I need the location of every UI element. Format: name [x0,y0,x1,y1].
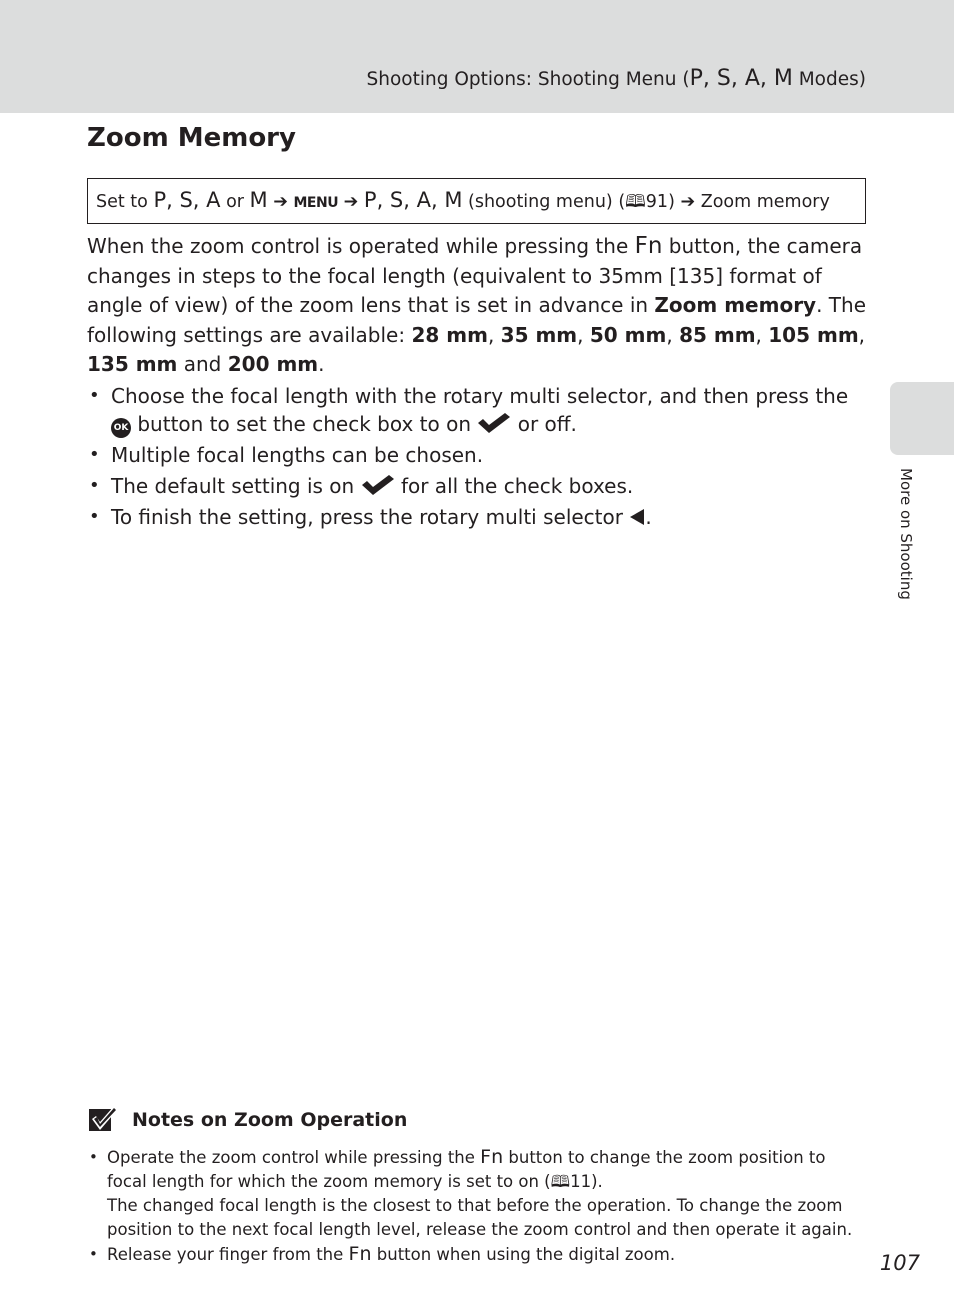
note-text: button to change the zoom position to focal length for which the zoom memory is set to on ( [107,1148,826,1191]
menu-path-modes-psa: P, S, A [153,188,221,212]
bullet-text: To finish the setting, press the rotary multi selector [111,505,630,529]
separator: , [755,322,769,347]
section-tab [890,382,954,455]
bullet-text: for all the check boxes. [394,474,634,498]
book-reference-icon: 🕮 [625,192,646,212]
focal-option: 28 mm [411,322,488,347]
list-item [87,1145,867,1242]
focal-option: 85 mm [679,322,756,347]
intro-paragraph [87,232,867,380]
left-triangle-icon [629,508,645,526]
focal-option: 50 mm [589,322,667,347]
header-band [0,0,954,113]
separator: and [177,352,228,376]
menu-path-or: or [220,192,250,212]
menu-path-set-to: Set to [96,192,154,212]
note-header [88,1106,407,1134]
menu-path-shooting-menu: (shooting menu) ( [462,192,626,212]
separator: , [577,322,590,347]
bullet-text: . [645,505,652,529]
fn-button-icon: Fn [634,233,663,259]
separator: . [318,352,325,376]
menu-path-mode-m: M [249,188,268,212]
ok-button-icon: OK [111,418,131,438]
focal-option: 135 mm [87,352,178,376]
menu-path-box [87,178,866,224]
check-icon [477,412,511,434]
fn-button-icon: Fn [348,1243,372,1265]
note-text: The changed focal length is the closest to that before the operation. To change the zoom position to the next focal length level, release the zoom control and then operate it again. [107,1196,853,1239]
separator: , [487,322,501,347]
page-number: 107 [879,1251,920,1275]
menu-path-destination: Zoom memory [695,192,830,212]
arrow-icon: ➔ [343,192,359,212]
note-text: Operate the zoom control while pressing the [107,1148,481,1167]
menu-path-modes-psam: P, S, A, M [363,188,463,212]
intro-text: button, the camera changes in steps to the focal length (equivalent to 35mm [135] format of angle of view) of the zoom lens that is set in advance in [87,234,863,317]
bullet-text: or off. [511,412,577,436]
bullet-text: Multiple focal lengths can be chosen. [111,443,484,467]
list-item [87,472,867,500]
focal-option: 105 mm [768,322,859,347]
bullet-text: button to set the check box to on [131,412,478,436]
intro-text: When the zoom control is operated while pressing the [87,234,635,258]
arrow-icon: ➔ [680,192,696,212]
focal-option: 200 mm [227,352,319,376]
zoom-memory-term: Zoom memory [654,293,817,317]
focal-option: 35 mm [500,322,578,347]
list-item [87,1242,867,1267]
bullet-text: The default setting is on [111,474,361,498]
separator: , [666,322,680,347]
book-reference-icon: 🕮 [550,1172,571,1191]
note-text: Release your finger from the [107,1245,349,1264]
instruction-list [87,382,867,534]
menu-path-ref-page: 91) [645,192,675,212]
note-text: button when using the digital zoom. [371,1245,676,1264]
note-text: 11). [570,1172,603,1191]
note-title: Notes on Zoom Operation [132,1109,408,1131]
arrow-icon: ➔ [273,192,288,212]
section-side-label: More on Shooting [897,468,915,600]
list-item [87,441,867,469]
fn-button-icon: Fn [480,1146,504,1168]
list-item [87,503,867,531]
header-modes: P, S, A, M [689,66,793,91]
separator: , [858,322,866,347]
page-title: Zoom Memory [87,123,296,153]
header-suffix: Modes) [792,69,866,90]
intro-text: . The following settings are available: [87,293,867,347]
list-item [87,382,867,438]
note-check-icon [88,1106,118,1134]
bullet-text: Choose the focal length with the rotary multi selector, and then press the [111,384,849,408]
note-list [87,1145,867,1267]
menu-button-icon: MENU [293,195,339,211]
running-header [367,66,866,91]
check-icon [361,474,395,496]
header-prefix: Shooting Options: Shooting Menu ( [366,69,690,90]
